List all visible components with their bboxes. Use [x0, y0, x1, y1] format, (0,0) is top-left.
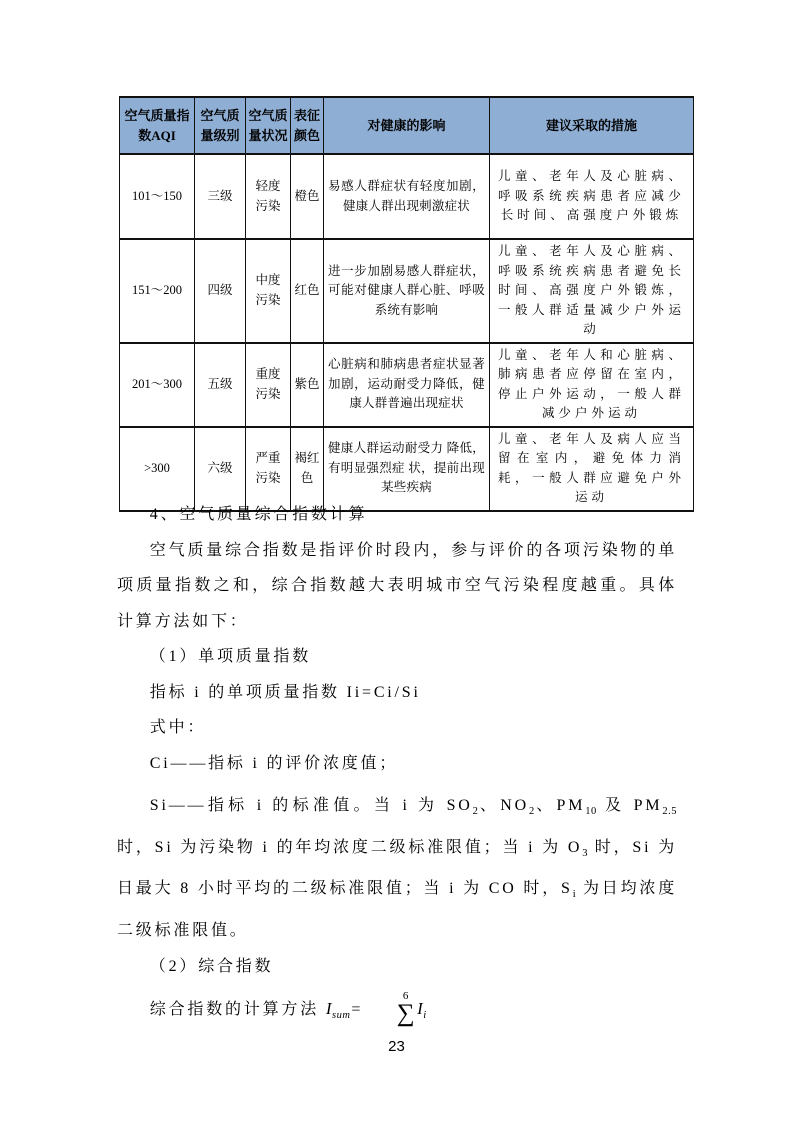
- formula-term-subscript: i: [423, 1010, 427, 1022]
- page-number: 23: [388, 1038, 405, 1055]
- single-index-formula-line: 指标 i 的单项质量指数 Ii=Ci/Si: [149, 683, 421, 701]
- formula-var: I: [325, 999, 332, 1019]
- section-heading: 4、空气质量综合指数计算: [149, 506, 368, 523]
- paragraph-overview: 空气质量综合指数是指评价时段内，参与评价的各项污染物的单项质量指数之和，综合指数越大表明城市空气污染程度越重。具体计算方法如下：: [117, 541, 677, 630]
- equals-sign: =: [351, 1001, 361, 1019]
- advice-cell: 儿童、老年人及病人应当留在室内，避免体力消耗，一般人群应避免户外运动: [490, 427, 694, 511]
- ci-definition-line: Ci——指标 i 的评价浓度值；: [149, 754, 399, 772]
- column-header-level: 空气质量级别: [195, 97, 246, 154]
- health-impact-cell: 心脏病和肺病患者症状显著加剧，运动耐受力降低，健康人群普遍出现症状: [324, 343, 490, 427]
- status-cell: 中度污染: [246, 239, 291, 343]
- column-header-advice: 建议采取的措施: [490, 97, 694, 154]
- si-definition-paragraph: Si——指标 i 的标准值。当 i 为 $SO_2$、$NO_2$、$PM_{10}$ 及 $PM_{2.5}$ 时，Si 为污染物 i 的年均浓度二级标准限值；当 i 为 $O_3$ 时，Si 为日最大 8 小时平均的二级标准限值；当 i 为 CO 时，$S_i$ 为日均浓度二级标准限值。: [117, 797, 678, 940]
- level-cell: 三级: [195, 154, 246, 239]
- health-impact-cell: 进一步加剧易感人群症状，可能对健康人群心脏、呼吸系统有影响: [324, 239, 490, 343]
- aqi-table: [119, 96, 694, 512]
- color-cell: 褐红色: [291, 427, 324, 511]
- status-cell: 重度污染: [246, 343, 291, 427]
- column-header-health: 对健康的影响: [324, 97, 490, 154]
- advice-cell: 儿童、老年人及心脏病、呼吸系统疾病患者避免长时间、高强度户外锻炼，一般人群适量减少户外运动: [490, 239, 694, 343]
- sum-formula: [325, 990, 427, 1028]
- sigma-icon: ∑: [396, 1000, 416, 1028]
- column-header-aqi: 空气质量指数AQI: [120, 97, 195, 154]
- aqi-range-cell: 101～150: [120, 154, 195, 239]
- status-cell: 轻度污染: [246, 154, 291, 239]
- formula-line: [117, 991, 677, 1034]
- aqi-range-cell: 151～200: [120, 239, 195, 343]
- table-row: [120, 343, 694, 427]
- aqi-range-cell: >300: [120, 427, 195, 511]
- formula-prefix: 综合指数的计算方法: [149, 1001, 326, 1019]
- health-impact-cell: 健康人群运动耐受力 降低，有明显强烈症 状，提前出现某些疾病: [324, 427, 490, 511]
- table-header-row: [120, 97, 694, 154]
- level-cell: 四级: [195, 239, 246, 343]
- summation-upper-limit: 6: [402, 990, 409, 1003]
- table-row: [120, 239, 694, 343]
- subitem-2-heading: （2）综合指数: [149, 957, 274, 975]
- where-label: 式中：: [149, 719, 207, 736]
- color-cell: 紫色: [291, 343, 324, 427]
- table-row: [120, 154, 694, 239]
- formula-var-subscript: sum: [331, 1010, 351, 1022]
- subitem-1-heading: （1）单项质量指数: [149, 648, 311, 665]
- status-cell: 严重污染: [246, 427, 291, 511]
- body-text: [117, 497, 677, 1034]
- column-header-color: 表征颜色: [291, 97, 324, 154]
- health-impact-cell: 易感人群症状有轻度加剧，健康人群出现刺激症状: [324, 154, 490, 239]
- level-cell: 五级: [195, 343, 246, 427]
- summation-symbol: [364, 991, 415, 1026]
- aqi-range-cell: 201～300: [120, 343, 195, 427]
- column-header-status: 空气质量状况: [246, 97, 291, 154]
- advice-cell: 儿童、老年人及心脏病、呼吸系统疾病患者应减少长时间、高强度户外锻炼: [490, 154, 694, 239]
- level-cell: 六级: [195, 427, 246, 511]
- formula-term: I: [417, 999, 424, 1019]
- color-cell: 橙色: [291, 154, 324, 239]
- color-cell: 红色: [291, 239, 324, 343]
- advice-cell: 儿童、老年人和心脏病、肺病患者应停留在室内，停止户外运动，一般人群减少户外运动: [490, 343, 694, 427]
